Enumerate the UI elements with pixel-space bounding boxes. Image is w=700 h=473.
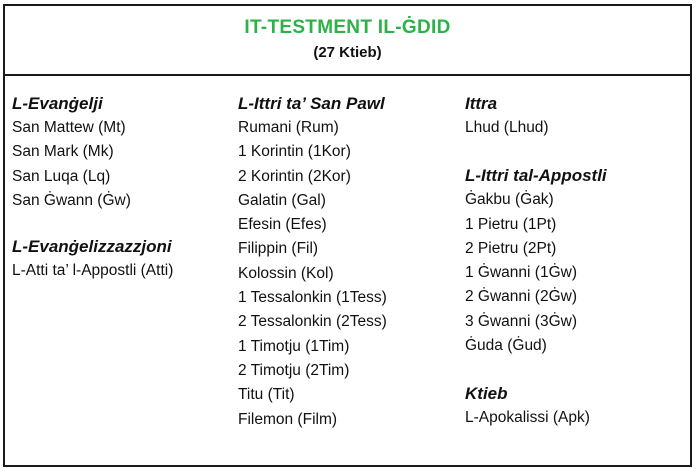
section-heading-book: Ktieb <box>465 384 508 404</box>
list-item: 2 Ġwanni (2Ġw) <box>465 288 577 306</box>
section-heading-apostles-letters: L-Ittri tal-Appostli <box>465 166 607 186</box>
list-item: 3 Ġwanni (3Ġw) <box>465 312 577 330</box>
list-item: San Mark (Mk) <box>12 143 114 161</box>
list-item: Ġuda (Ġud) <box>465 337 547 355</box>
column-pauline-letters <box>238 92 387 432</box>
section-heading-gospels: L-Evanġelji <box>12 94 103 113</box>
book-count: (27 Ktieb) <box>313 44 382 61</box>
list-item: 1 Korintin (1Kor) <box>238 143 351 161</box>
table-header <box>5 6 690 76</box>
list-item: Ġakbu (Ġak) <box>465 191 554 209</box>
list-item: Titu (Tit) <box>238 386 295 404</box>
list-item: Lhud (Lhud) <box>465 119 549 136</box>
list-item: 1 Ġwanni (1Ġw) <box>465 264 577 282</box>
section-heading-pauline: L-Ittri ta’ San Pawl <box>238 94 385 113</box>
column-gospels <box>12 92 173 283</box>
list-item: 2 Tessalonkin (2Tess) <box>238 313 387 331</box>
list-item: Filemon (Film) <box>238 410 338 428</box>
list-item: 2 Timotju (2Tim) <box>238 361 350 379</box>
list-item: Filippin (Fil) <box>238 240 319 258</box>
list-item: San Mattew (Mt) <box>12 119 126 136</box>
column-other-letters <box>465 92 607 431</box>
section-heading-letter: Ittra <box>465 94 498 113</box>
list-item: L-Apokalissi (Apk) <box>465 409 590 427</box>
page-title: IT-TESTMENT IL-ĠDID <box>244 17 451 38</box>
list-item: 2 Korintin (2Kor) <box>238 167 351 185</box>
list-item: 1 Timotju (1Tim) <box>238 337 350 355</box>
list-item: 1 Tessalonkin (1Tess) <box>238 289 387 307</box>
list-item: Galatin (Gal) <box>238 191 326 209</box>
list-item: San Luqa (Lq) <box>12 167 111 185</box>
section-heading-evangelization: L-Evanġelizzazzjoni <box>12 237 172 257</box>
list-item: Kolossin (Kol) <box>238 264 334 282</box>
list-item: Efesin (Efes) <box>238 216 327 234</box>
list-item: L-Atti ta’ l-Appostli (Atti) <box>12 262 174 280</box>
list-item: 1 Pietru (1Pt) <box>465 215 557 233</box>
list-item: Rumani (Rum) <box>238 119 339 136</box>
list-item: San Ġwann (Ġw) <box>12 191 131 209</box>
list-item: 2 Pietru (2Pt) <box>465 239 557 257</box>
